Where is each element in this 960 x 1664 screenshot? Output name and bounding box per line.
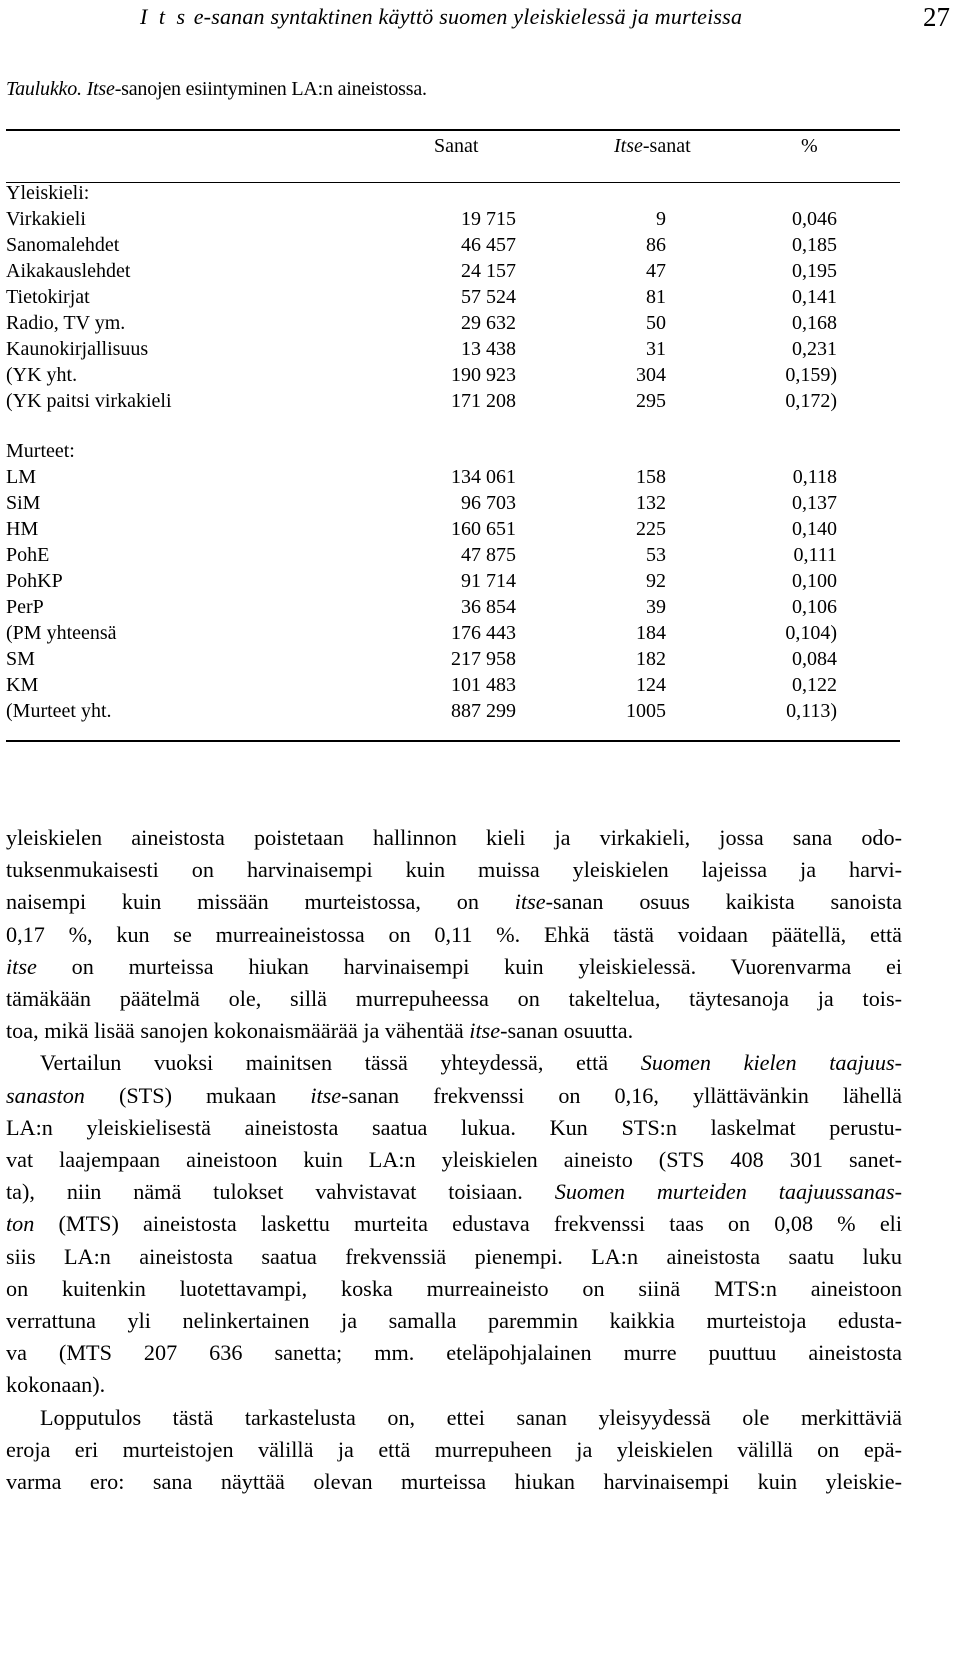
row-label: SM [6, 648, 35, 670]
row-sanat: 91 714 [461, 570, 516, 592]
row-percent: 0,140 [792, 518, 837, 540]
italic-term: itse [310, 1082, 342, 1108]
text-line [6, 886, 902, 918]
table-row [6, 232, 900, 258]
text-line: varma ero: sana näyttää olevan murteissa hiukan harvinaisempi kuin yleiskie- [6, 1469, 902, 1495]
text-span: -sanan osuutta. [500, 1018, 634, 1044]
row-label: HM [6, 518, 39, 540]
column-header-itse-italic: Itse [614, 135, 643, 157]
running-header [140, 2, 950, 38]
row-itse: 9 [656, 208, 666, 230]
row-sanat: 190 923 [451, 364, 516, 386]
row-percent: 0,141 [792, 286, 837, 308]
italic-term: itse [6, 953, 37, 979]
text-line [6, 1047, 902, 1079]
running-title-spaced: I t s [140, 4, 188, 29]
section-title-yleiskieli [6, 180, 900, 206]
row-itse: 86 [646, 234, 666, 256]
row-label: PerP [6, 596, 44, 618]
row-itse: 81 [646, 286, 666, 308]
table-row [6, 568, 900, 594]
row-sanat: 24 157 [461, 260, 516, 282]
table-header-row [6, 133, 900, 159]
row-label: SiM [6, 492, 41, 514]
table-row [6, 464, 900, 490]
section-title-murteet [6, 438, 900, 464]
running-title-rest: e-sanan syntaktinen käyttö suomen yleiskielessä ja murteissa [188, 4, 743, 29]
text-span: -sanan osuus kaikista sanoista [545, 889, 902, 915]
row-sanat: 19 715 [461, 208, 516, 230]
text-line: Lopputulos tästä tarkastelusta on, ettei sanan yleisyydessä ole merkittäviä [40, 1404, 902, 1430]
text-line: tämäkään päätelmä ole, sillä murrepuheessa on takeltelua, täytesanoja ja tois- [6, 986, 902, 1012]
row-sanat: 217 958 [451, 648, 516, 670]
column-header-itse [614, 133, 691, 159]
text-line [6, 1080, 902, 1112]
row-itse: 304 [636, 364, 666, 386]
caption-italic: Taulukko. Itse [6, 78, 115, 100]
row-percent: 0,100 [792, 570, 837, 592]
table-row [6, 258, 900, 284]
row-label: Kaunokirjallisuus [6, 338, 149, 360]
table-row [6, 542, 900, 568]
row-percent: 0,185 [792, 234, 837, 256]
text-line [6, 1208, 902, 1240]
row-percent: 0,159) [785, 364, 837, 386]
row-sanat: 96 703 [461, 492, 516, 514]
row-sanat: 29 632 [461, 312, 516, 334]
table-caption [6, 76, 427, 102]
row-sanat: 13 438 [461, 338, 516, 360]
table-row [6, 310, 900, 336]
table-row [6, 388, 900, 414]
row-percent: 0,137 [792, 492, 837, 514]
row-itse: 295 [636, 390, 666, 412]
text-span: -sanan frekvenssi on 0,16, yllättävänkin lähellä [341, 1082, 903, 1108]
table-row [6, 362, 900, 388]
italic-title: ton [6, 1211, 35, 1237]
row-sanat: 134 061 [451, 466, 516, 488]
row-percent: 0,172) [785, 390, 837, 412]
italic-title: Suomen murteiden taajuussanas- [554, 1179, 902, 1205]
text-span: (MTS) aineistosta laskettu murteita edustava frekvenssi taas on 0,08 % eli [34, 1211, 902, 1237]
table-row [6, 490, 900, 516]
row-itse: 225 [636, 518, 666, 540]
text-line: vat laajempaan aineistoon kuin LA:n yleiskielen aineisto (STS 408 301 sanet- [6, 1147, 902, 1173]
row-itse: 53 [646, 544, 666, 566]
italic-title: Suomen kielen taajuus- [640, 1050, 902, 1076]
row-percent: 0,104) [785, 622, 837, 644]
text-line: verrattuna yli nelinkertainen ja samalla paremmin kaikkia murteistoja edusta- [6, 1308, 902, 1334]
text-span: naisempi kuin missään murteistossa, on [6, 889, 515, 915]
table-row [6, 336, 900, 362]
row-sanat: 176 443 [451, 622, 516, 644]
table-top-rule [6, 129, 900, 131]
row-itse: 132 [636, 492, 666, 514]
row-itse: 184 [636, 622, 666, 644]
text-line: on kuitenkin luotettavampi, koska murreaineisto on siinä MTS:n aineistoon [6, 1275, 902, 1301]
row-itse: 124 [636, 674, 666, 696]
text-span: ta), niin nämä tulokset vahvistavat toisiaan. [6, 1179, 555, 1205]
row-itse: 50 [646, 312, 666, 334]
row-itse: 39 [646, 596, 666, 618]
row-itse: 1005 [626, 700, 666, 722]
row-percent: 0,111 [793, 544, 837, 566]
row-itse: 92 [646, 570, 666, 592]
row-label: Aikakauslehdet [6, 260, 131, 282]
row-label: PohKP [6, 570, 63, 592]
row-label: KM [6, 674, 39, 696]
row-label: PohE [6, 544, 50, 566]
row-percent: 0,046 [792, 208, 837, 230]
text-line: 0,17 %, kun se murreaineistossa on 0,11 %. Ehkä tästä voidaan päätellä, että [6, 921, 902, 947]
row-itse: 47 [646, 260, 666, 282]
section-title: Murteet: [6, 440, 75, 462]
row-sanat: 57 524 [461, 286, 516, 308]
text-line [6, 1176, 902, 1208]
text-line: va (MTS 207 636 sanetta; mm. eteläpohjalainen murre puuttuu aineistosta [6, 1340, 902, 1366]
text-line: LA:n yleiskielisestä aineistosta saatua lukua. Kun STS:n laskelmat perustu- [6, 1114, 902, 1140]
row-label: Sanomalehdet [6, 234, 120, 256]
caption-rest: -sanojen esiintyminen LA:n aineistossa. [114, 78, 427, 100]
row-itse: 182 [636, 648, 666, 670]
table-row [6, 672, 900, 698]
text-line: yleiskielen aineistosta poistetaan hallinnon kieli ja virkakieli, jossa sana odo- [6, 825, 902, 850]
row-sanat: 887 299 [451, 700, 516, 722]
row-percent: 0,106 [792, 596, 837, 618]
row-sanat: 160 651 [451, 518, 516, 540]
page-number: 27 [923, 2, 950, 32]
row-percent: 0,113) [786, 700, 837, 722]
table-row [6, 594, 900, 620]
row-percent: 0,118 [792, 466, 837, 488]
table-row [6, 516, 900, 542]
italic-term: itse [514, 889, 546, 915]
row-label: (PM yhteensä [6, 622, 117, 644]
row-label: Tietokirjat [6, 286, 90, 308]
italic-title: sanaston [6, 1082, 85, 1108]
row-sanat: 36 854 [461, 596, 516, 618]
row-percent: 0,084 [792, 648, 837, 670]
text-line [6, 1015, 902, 1047]
italic-term: itse [469, 1018, 501, 1044]
body-text [6, 822, 902, 1498]
text-span: (STS) mukaan [84, 1082, 311, 1108]
row-sanat: 46 457 [461, 234, 516, 256]
row-itse: 158 [636, 466, 666, 488]
text-span: on murteissa hiukan harvinaisempi kuin yleiskielessä. Vuorenvarma ei [36, 953, 902, 979]
text-line [6, 951, 902, 983]
row-percent: 0,231 [792, 338, 837, 360]
table-row [6, 698, 900, 724]
column-header-percent: % [801, 135, 818, 157]
row-itse: 31 [646, 338, 666, 360]
table-row [6, 646, 900, 672]
row-label: Radio, TV ym. [6, 312, 126, 334]
row-percent: 0,122 [792, 674, 837, 696]
row-label: LM [6, 466, 36, 488]
row-percent: 0,195 [792, 260, 837, 282]
text-line: tuksenmukaisesti on harvinaisempi kuin muissa yleiskielen lajeissa ja harvi- [6, 857, 902, 883]
row-sanat: 171 208 [451, 390, 516, 412]
text-line: eroja eri murteistojen välillä ja että murrepuheen ja yleiskielen välillä on epä- [6, 1436, 902, 1462]
column-header-sanat: Sanat [434, 135, 479, 157]
text-span: toa, mikä lisää sanojen kokonaismäärää ja vähentää [6, 1018, 470, 1044]
table-row [6, 206, 900, 232]
row-sanat: 47 875 [461, 544, 516, 566]
row-sanat: 101 483 [451, 674, 516, 696]
text-line: siis LA:n aineistosta saatua frekvenssiä pienempi. LA:n aineistosta saatu luku [6, 1243, 902, 1269]
table-bottom-rule [6, 740, 900, 742]
row-label: (Murteet yht. [6, 700, 112, 722]
row-label: (YK yht. [6, 364, 78, 386]
text-span: Vertailun vuoksi mainitsen tässä yhteydessä, että [40, 1050, 641, 1076]
section-title: Yleiskieli: [6, 182, 90, 204]
text-line: kokonaan). [6, 1372, 106, 1398]
row-label: Virkakieli [6, 208, 86, 230]
table-row [6, 620, 900, 646]
row-label: (YK paitsi virkakieli [6, 390, 172, 412]
column-header-itse-rest: -sanat [642, 135, 691, 157]
running-title [140, 4, 742, 29]
row-percent: 0,168 [792, 312, 837, 334]
table-row [6, 284, 900, 310]
